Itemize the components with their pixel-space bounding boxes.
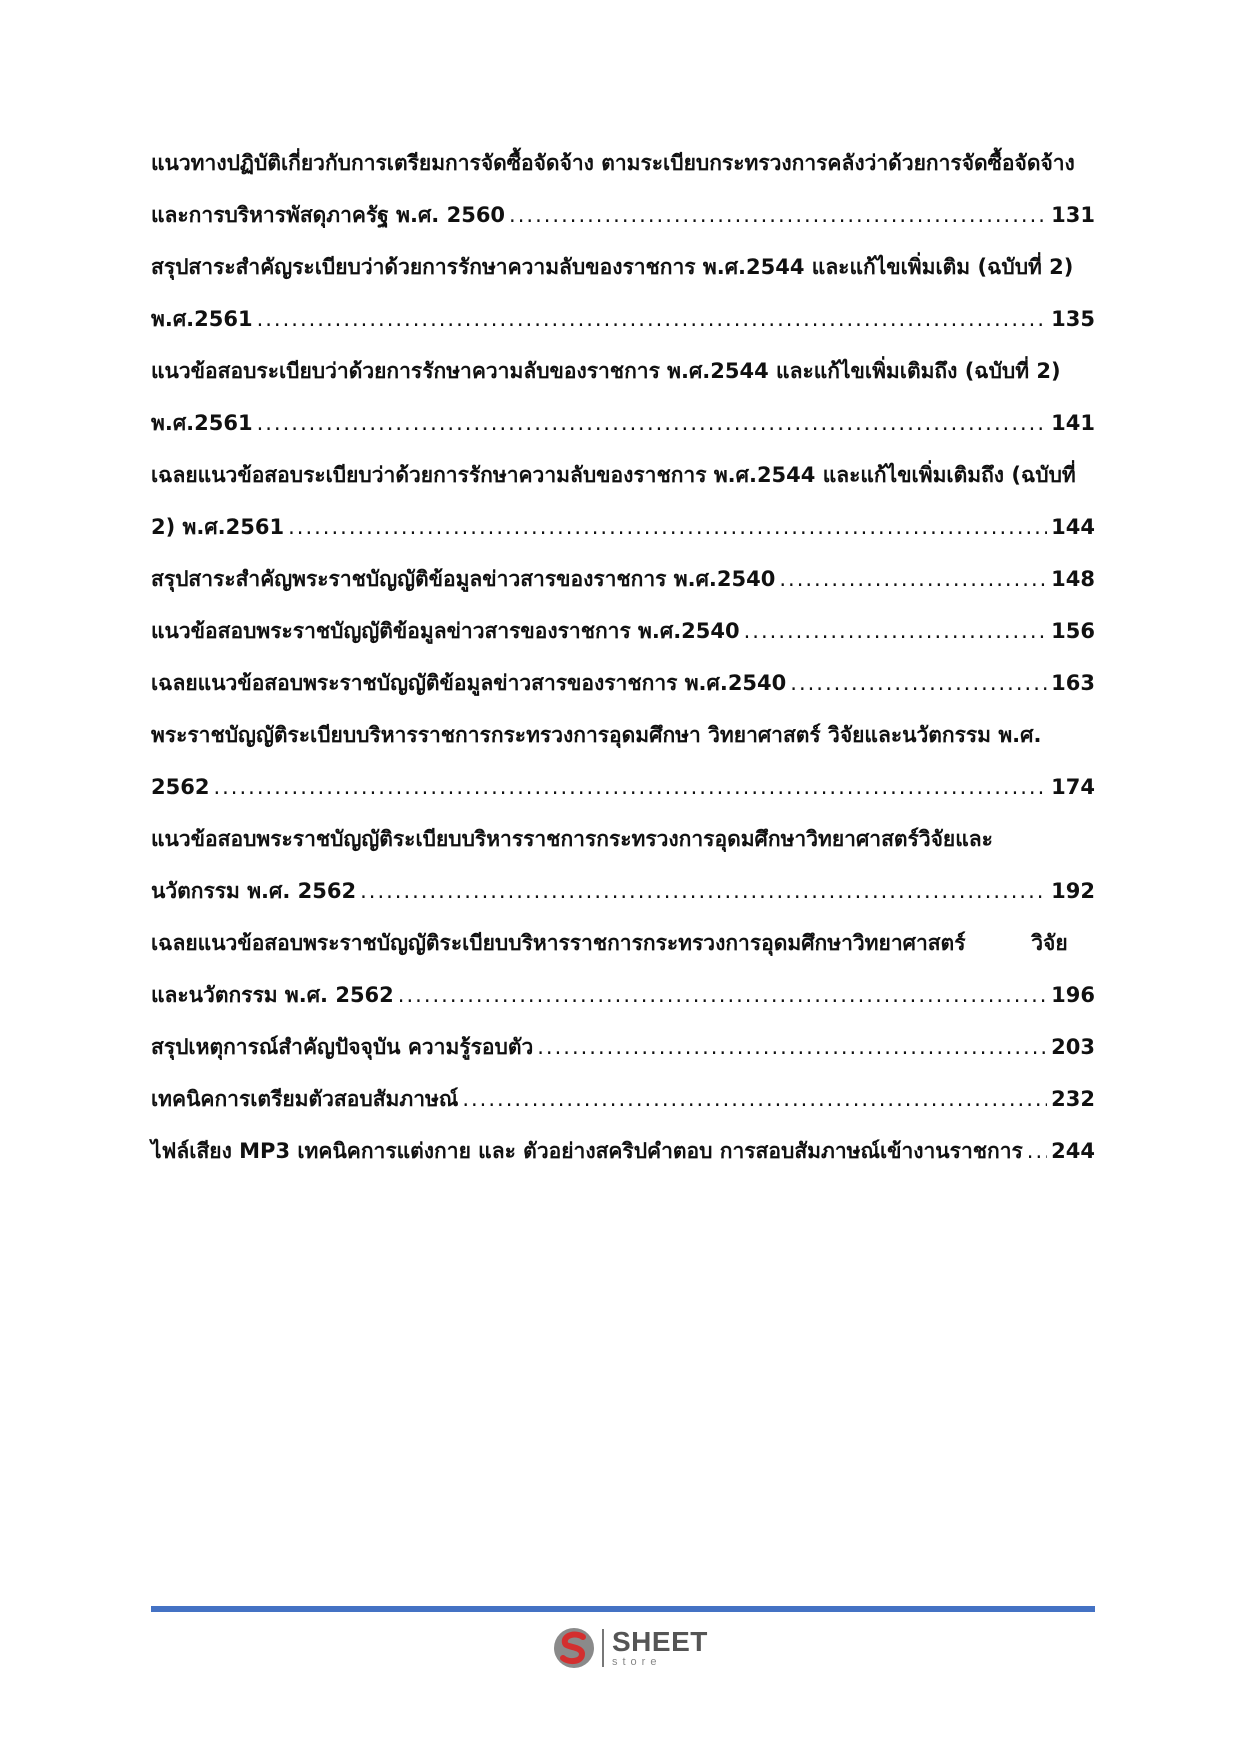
toc-entry[interactable] <box>151 928 1095 1010</box>
toc-page-number: 148 <box>1051 567 1095 591</box>
logo-word: SHEET <box>612 1626 708 1657</box>
toc-entry[interactable] <box>151 1136 1095 1166</box>
toc-entry[interactable] <box>151 1084 1095 1114</box>
toc-entry[interactable] <box>151 824 1095 906</box>
toc-page-number: 196 <box>1051 983 1095 1007</box>
logo-subword: store <box>612 1656 662 1668</box>
sheet-store-logo-icon <box>552 1626 596 1670</box>
leader-dots <box>257 304 1048 334</box>
toc-entry-last-line: แนวข้อสอบพระราชบัญญัติข้อมูลข่าวสารของราชการ พ.ศ.2540 ..... 156 <box>151 616 1095 646</box>
toc-page-number: 131 <box>1051 203 1095 227</box>
logo-wordmark <box>612 1628 708 1668</box>
toc-entry-last-line: พ.ศ.2561 ..... 141 <box>151 408 1095 438</box>
toc-entry-title-line: แนวข้อสอบพระราชบัญญัติระเบียบบริหารราชการกระทรวงการอุดมศึกษาวิทยาศาสตร์วิจัยและ <box>151 827 993 851</box>
toc-entry-title-line: พระราชบัญญัติระเบียบบริหารราชการกระทรวงการอุดมศึกษา วิทยาศาสตร์ วิจัยและนวัตกรรม พ.ศ. <box>151 723 1042 747</box>
leader-dots <box>462 1084 1047 1114</box>
leader-dots <box>398 980 1047 1010</box>
toc-entry-last-line: และนวัตกรรม พ.ศ. 2562 ..... 196 <box>151 980 1095 1010</box>
toc-entry[interactable] <box>151 564 1095 594</box>
toc-page-number: 141 <box>1051 411 1095 435</box>
leader-dots <box>360 876 1047 906</box>
toc-entry[interactable] <box>151 720 1095 802</box>
leader-dots <box>537 1032 1047 1062</box>
leader-dots <box>509 200 1047 230</box>
logo-divider <box>602 1629 604 1667</box>
toc-entry[interactable] <box>151 460 1095 542</box>
toc-entry-title-line: เฉลยแนวข้อสอบระเบียบว่าด้วยการรักษาความลับของราชการ พ.ศ.2544 และแก้ไขเพิ่มเติมถึง (ฉบับที่ <box>151 463 1076 487</box>
footer-rule <box>151 1606 1095 1612</box>
toc-entry-last-line: เฉลยแนวข้อสอบพระราชบัญญัติข้อมูลข่าวสารของราชการ พ.ศ.2540 ..... 163 <box>151 668 1095 698</box>
toc-entry-last-line: เทคนิคการเตรียมตัวสอบสัมภาษณ์ ..... 232 <box>151 1084 1095 1114</box>
toc-entry[interactable] <box>151 616 1095 646</box>
toc-entry[interactable] <box>151 1032 1095 1062</box>
toc-entry[interactable] <box>151 252 1095 334</box>
toc-page-number: 174 <box>1051 775 1095 799</box>
toc-page-number: 135 <box>1051 307 1095 331</box>
toc-entry-last-line: ไฟล์เสียง MP3 เทคนิคการแต่งกาย และ ตัวอย่างสคริปคำตอบ การสอบสัมภาษณ์เข้างานราชการ ..... 244 <box>151 1136 1095 1166</box>
table-of-contents <box>151 148 1095 1188</box>
leader-dots <box>213 772 1047 802</box>
leader-dots <box>744 616 1048 646</box>
toc-page-number: 192 <box>1051 879 1095 903</box>
toc-entry[interactable] <box>151 668 1095 698</box>
toc-page-number: 244 <box>1051 1139 1095 1163</box>
sheet-store-logo <box>552 1624 708 1672</box>
toc-entry[interactable] <box>151 356 1095 438</box>
toc-entry-last-line: 2562 ..... 174 <box>151 772 1095 802</box>
toc-entry[interactable] <box>151 148 1095 230</box>
toc-entry-last-line: นวัตกรรม พ.ศ. 2562 ..... 192 <box>151 876 1095 906</box>
leader-dots <box>790 668 1047 698</box>
toc-entry-last-line: สรุปเหตุการณ์สำคัญปัจจุบัน ความรู้รอบตัว ..... 203 <box>151 1032 1095 1062</box>
toc-entry-title-line: สรุปสาระสำคัญระเบียบว่าด้วยการรักษาความลับของราชการ พ.ศ.2544 และแก้ไขเพิ่มเติม (ฉบับที่ 2) <box>151 255 1074 279</box>
toc-page-number: 156 <box>1051 619 1095 643</box>
toc-entry-title-line: แนวทางปฏิบัติเกี่ยวกับการเตรียมการจัดซื้อจัดจ้าง ตามระเบียบกระทรวงการคลังว่าด้วยการจัดซื้อจัดจ้าง <box>151 151 1075 175</box>
leader-dots <box>1027 1136 1047 1166</box>
toc-entry-last-line: 2) พ.ศ.2561 ..... 144 <box>151 512 1095 542</box>
toc-entry-title-line: เฉลยแนวข้อสอบพระราชบัญญัติระเบียบบริหารราชการกระทรวงการอุดมศึกษาวิทยาศาสตร์ วิจัย <box>151 931 1068 955</box>
toc-entry-last-line: พ.ศ.2561 ..... 135 <box>151 304 1095 334</box>
toc-entry-title-line: แนวข้อสอบระเบียบว่าด้วยการรักษาความลับของราชการ พ.ศ.2544 และแก้ไขเพิ่มเติมถึง (ฉบับที่ 2) <box>151 359 1061 383</box>
leader-dots <box>288 512 1047 542</box>
toc-entry-last-line: และการบริหารพัสดุภาครัฐ พ.ศ. 2560 ..... 131 <box>151 200 1095 230</box>
leader-dots <box>257 408 1048 438</box>
toc-page-number: 144 <box>1051 515 1095 539</box>
toc-page-number: 203 <box>1051 1035 1095 1059</box>
toc-page-number: 232 <box>1051 1087 1095 1111</box>
toc-entry-last-line: สรุปสาระสำคัญพระราชบัญญัติข้อมูลข่าวสารของราชการ พ.ศ.2540 ..... 148 <box>151 564 1095 594</box>
leader-dots <box>779 564 1047 594</box>
toc-page-number: 163 <box>1051 671 1095 695</box>
